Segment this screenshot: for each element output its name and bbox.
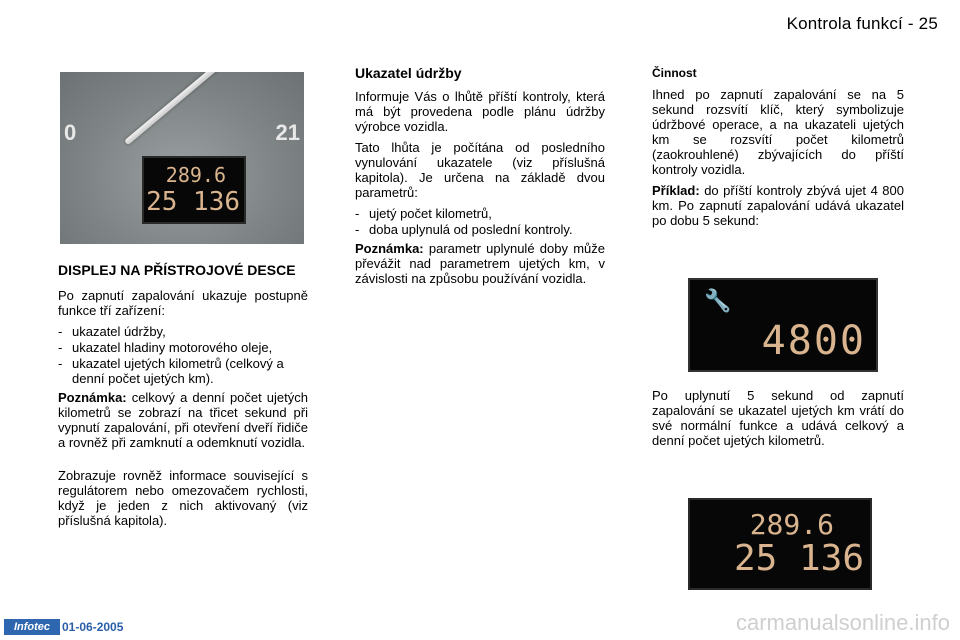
odometer-display <box>688 498 872 590</box>
middle-p2: Tato lhůta je počítána od posledního vynulování ukazatele (viz příslušná kapitola). Je určena na základě dvou parametrů: <box>355 140 605 200</box>
odo-trip: 289.6 <box>749 508 834 541</box>
dashboard-photo <box>60 72 304 244</box>
list-item: - ujetý počet kilometrů, <box>355 206 605 221</box>
list-item: - ukazatel hladiny motorového oleje, <box>58 340 308 355</box>
gauge-left-number: 0 <box>64 120 77 145</box>
list-item: - doba uplynulá od poslední kontroly. <box>355 222 605 237</box>
left-note <box>58 390 308 450</box>
dashboard-lcd <box>142 156 246 224</box>
right-after-text: Po uplynutí 5 sekund od zapnutí zapalování se ukazatel ujetých km vrátí do své normální funkce a udává celkový a denní počet ujetých kilometrů. <box>652 388 904 448</box>
gauge-needle <box>124 72 220 145</box>
left-column <box>58 262 308 534</box>
gauge-right-number: 21 <box>275 120 300 145</box>
note-label: Poznámka: <box>58 390 127 405</box>
page-title: Kontrola funkcí - 25 <box>786 14 938 33</box>
middle-list <box>355 206 605 237</box>
note-label: Poznámka: <box>355 241 424 256</box>
middle-column <box>355 66 605 292</box>
dashboard-trip: 289.6 <box>165 163 226 187</box>
example-label: Příklad: <box>652 183 700 198</box>
middle-note <box>355 241 605 286</box>
right-p1: Ihned po zapnutí zapalování se na 5 sekund rozsvítí klíč, který symbolizuje údržbové operace, a na ukazateli ujetých km se rozsvítí počet kilometrů (zaokrouhlené) zbývajících do příští kontroly vozidla. <box>652 87 904 177</box>
service-indicator-display <box>688 278 878 372</box>
example-text: do příští kontroly zbývá ujet 4 800 km. Po zapnutí zapalování udává ukazatel po dobu 5 sekund: <box>652 183 904 228</box>
dashboard-odometer: 25 136 <box>146 187 240 217</box>
wrench-icon: 🔧 <box>704 288 732 313</box>
footer-date: 01-06-2005 <box>62 620 124 634</box>
right-heading: Činnost <box>652 66 697 80</box>
left-intro: Po zapnutí zapalování ukazuje postupně funkce tří zařízení: <box>58 288 308 318</box>
list-item: - ukazatel údržby, <box>58 324 308 339</box>
right-column <box>652 66 904 234</box>
left-heading: DISPLEJ NA PŘÍSTROJOVÉ DESCE <box>58 262 296 278</box>
left-list <box>58 324 308 386</box>
infotec-logo: Infotec <box>4 619 60 635</box>
left-extra: Zobrazuje rovněž informace související s regulátorem nebo omezovačem rychlosti, když je jeden z nich aktivovaný (viz příslušná kapitola). <box>58 468 308 528</box>
note-text: parametr uplynulé doby může převážit nad parametrem ujetých km, v závislosti na způsobu používání vozidla. <box>355 241 605 286</box>
service-value: 4800 <box>761 318 866 364</box>
odo-total: 25 136 <box>733 538 864 579</box>
middle-heading: Ukazatel údržby <box>355 65 462 81</box>
right-example <box>652 183 904 228</box>
footer-watermark: carmanualsonline.info <box>735 610 950 635</box>
middle-p1: Informuje Vás o lhůtě příští kontroly, která má být provedena podle plánu údržby výrobce vozidla. <box>355 89 605 134</box>
note-text: celkový a denní počet ujetých kilometrů se zobrazí na třicet sekund při vypnutí zapalování, při otevření dveří řidiče a rovněž při zamknutí a odemknutí vozidla. <box>58 390 308 450</box>
right-after <box>652 388 904 454</box>
list-item: - ukazatel ujetých kilometrů (celkový a denní počet ujetých km). <box>58 356 308 386</box>
